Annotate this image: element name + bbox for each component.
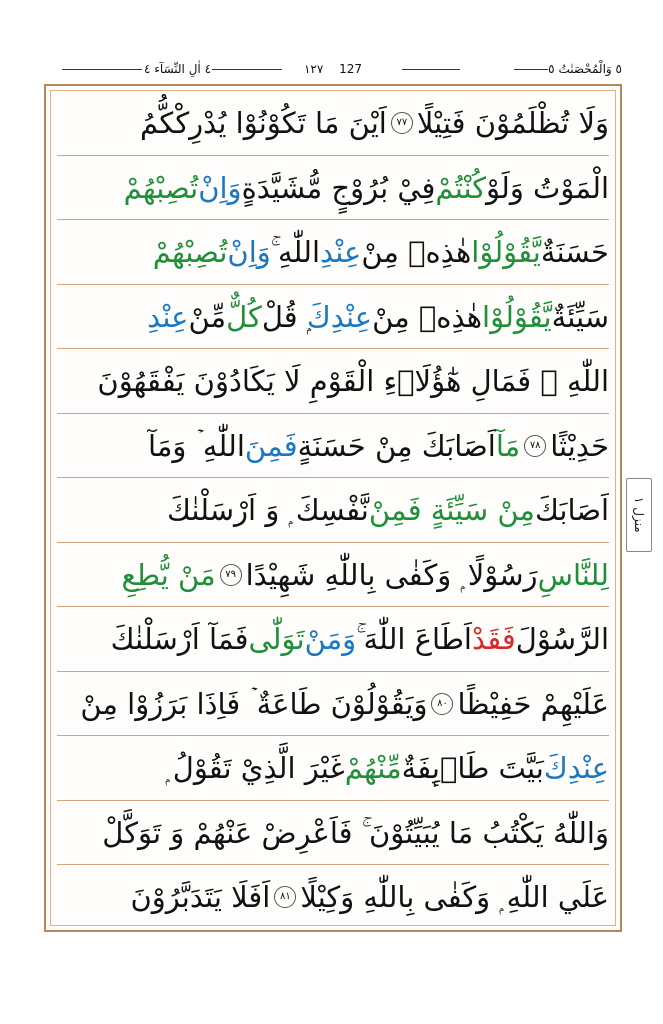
text-line-6	[57, 414, 609, 479]
text-segment: تُصِبْهُمْ	[152, 235, 228, 269]
text-segment: اللّٰهِ ۭ فَمَالِ هٰٓؤُلَاۗءِ الْقَوْمِ لَا يَكَادُوْنَ يَفْقَهُوْنَ	[97, 364, 609, 398]
text-line-8	[57, 543, 609, 608]
text-segment: تُصِبْهُمْ	[123, 170, 199, 205]
text-segment: اَفَلَا يَتَدَبَّرُوْنَ	[130, 880, 271, 914]
page-header	[44, 60, 622, 82]
text-line-11	[57, 736, 609, 801]
text-segment: عَلَيْهِمْ حَفِيْظًا	[457, 686, 609, 721]
text-segment: عِنْدِكَ	[306, 299, 373, 334]
text-segment: مَآ	[495, 428, 521, 463]
text-line-5	[57, 349, 609, 414]
text-segment: سَيِّئَةٌ	[551, 299, 609, 334]
text-segment: اَيْنَ مَا تَكُوْنُوْا يُدْرِكْكُّمُ	[140, 106, 387, 140]
text-segment: وَاِنْ	[198, 170, 242, 205]
text-segment: لِلنَّاسِ	[537, 557, 609, 592]
text-segment: بَيَّتَ طَاۗىِٕفَةٌ	[401, 751, 544, 785]
text-segment: وَاللّٰهُ يَكْتُبُ مَا يُبَيِّتُوْنَ ۚ فَاَعْرِضْ عَنْھُمْ وَ تَوَكَّلْ	[102, 815, 609, 850]
text-line-7	[57, 478, 609, 543]
text-segment: عَلَي اللّٰهِ ۭ وَكَفٰى بِاللّٰهِ وَكِيْلًا	[300, 880, 609, 914]
text-segment: فَمِنَ	[244, 428, 298, 463]
text-segment: اللّٰهِ ۡ وَمَآ	[148, 428, 245, 463]
ayah-number-marker: ٧٨	[524, 435, 546, 457]
manzil-marker: منزل ١	[626, 478, 652, 552]
text-segment: هٰذِهٖ مِنْ	[372, 299, 483, 334]
page-frame-inner	[50, 90, 616, 926]
text-segment: فَمَآ اَرْسَلْنٰكَ	[110, 622, 249, 656]
text-segment: تَوَلّٰى	[248, 622, 305, 656]
text-segment: الْمَوْتُ وَلَوْ	[486, 170, 609, 205]
text-segment: مِنْ سَيِّئَةٍ فَمِنْ	[368, 493, 535, 527]
page-number-arabic: ١٢٧	[303, 62, 324, 76]
text-line-12	[57, 801, 609, 866]
page-number: 127	[339, 62, 363, 76]
text-segment: اَصَابَكَ مِنْ حَسَنَةٍ	[297, 428, 496, 463]
text-line-1	[57, 91, 609, 156]
text-segment: يَّقُوْلُوْا	[471, 235, 541, 269]
ayah-number-marker: ٧٩	[220, 564, 242, 586]
text-segment: وَلَا تُظْلَمُوْنَ فَتِيْلًا	[416, 106, 609, 140]
text-segment: مِّنْ	[188, 299, 227, 334]
text-segment: عِنْدِ	[320, 235, 362, 269]
text-segment: فِيْ بُرُوْجٍ مُّشَيَّدَةٍ	[241, 170, 436, 205]
text-segment: رَسُوْلًا ۭ وَكَفٰى بِاللّٰهِ شَهِيْدًا	[245, 557, 538, 592]
text-segment: مَنْ يُّطِعِ	[121, 557, 216, 592]
text-segment: وَمَنْ	[304, 622, 357, 656]
text-segment: ۭ قُلْ	[261, 299, 307, 334]
text-segment: كُنْتُمْ	[435, 170, 487, 205]
text-line-9	[57, 607, 609, 672]
text-segment: اَطَاعَ اللّٰهَ ۚ	[356, 622, 472, 656]
text-segment: اللّٰهِ ۚ	[270, 235, 321, 269]
header-surah-right: ٥ وَالْمُحْصَنٰتُ ٥	[548, 62, 622, 76]
text-segment: الرَّسُوْلَ	[515, 622, 609, 656]
ayah-number-marker: ٨١	[274, 886, 296, 908]
text-line-10	[57, 672, 609, 737]
text-line-13	[57, 865, 609, 930]
text-line-2	[57, 156, 609, 221]
text-segment: غَيْرَ الَّذِيْ تَقُوْلُ ۭ	[165, 751, 345, 785]
text-segment: مِّنْهُمْ	[344, 751, 402, 785]
text-segment: وَيَقُوْلُوْنَ طَاعَةٌ ۡ فَاِذَا بَرَزُوْا مِنْ	[80, 686, 428, 721]
text-line-3	[57, 220, 609, 285]
header-page-numbers	[44, 60, 622, 78]
header-surah-left: ٤ اٰلِ النِّسَآء ٤	[144, 62, 212, 76]
text-segment: هٰذِهٖ مِنْ	[361, 235, 472, 269]
text-segment: عِنْدِكَ	[543, 751, 609, 785]
text-segment: حَدِيْثًا	[550, 428, 609, 463]
page-frame	[44, 84, 622, 932]
text-segment: وَاِنْ	[227, 235, 271, 269]
text-line-4	[57, 285, 609, 350]
text-segment: كُلٌّ	[226, 299, 262, 334]
text-segment: عِنْدِ	[147, 299, 189, 334]
text-segment: اَصَابَكَ	[534, 493, 609, 527]
ayah-number-marker: ٧٧	[391, 112, 413, 134]
text-segment: نَّفْسِكَ ۭ وَ اَرْسَلْنٰكَ	[166, 493, 369, 527]
text-segment: حَسَنَةٌ	[540, 235, 609, 269]
ayah-number-marker: ٨٠	[431, 693, 453, 715]
text-segment: فَقَدْ	[471, 622, 516, 656]
text-segment: يَّقُوْلُوْا	[482, 299, 552, 334]
